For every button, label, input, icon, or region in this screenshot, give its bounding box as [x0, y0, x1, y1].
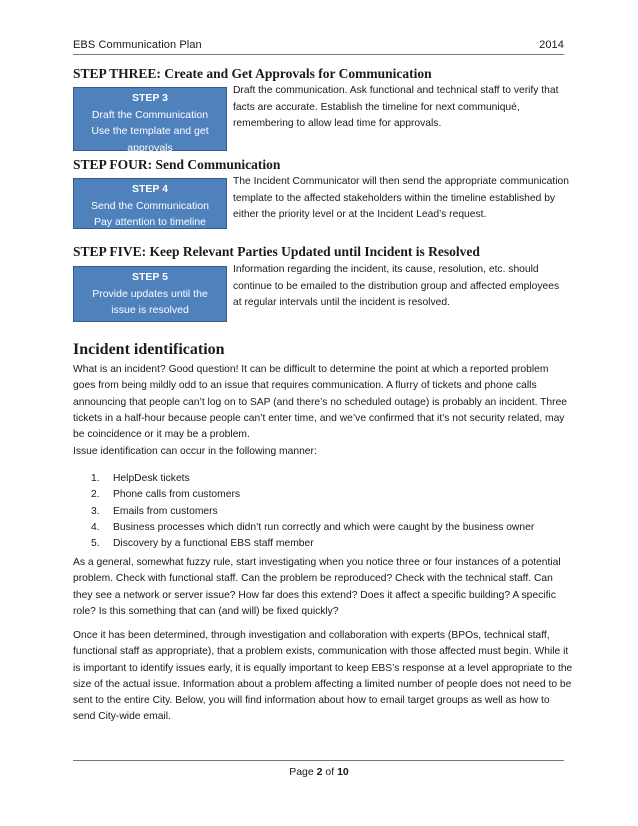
footer-divider: [73, 760, 564, 761]
paragraph-once-determined: Once it has been determined, through investigation and collaboration with experts (BPOs, technical staff, functional staff as appropriate), that a problem exists, communication with those affected must begin. While it is important to identify issues early, it is equally important to keep EBS’s response at a level appropriate to the size of the actual issue. Information about a problem affecting a limited number of people does not need to be sent to the entire City. Below, you will find information about how to email target groups as well as how to send City-wide email.: [73, 630, 573, 723]
list-number: 3.: [91, 505, 100, 517]
document-year: 2014: [539, 39, 564, 51]
step-4-line: Send the Communication: [91, 199, 209, 212]
list-text: Emails from customers: [113, 505, 218, 517]
step-5-label: STEP 5: [132, 271, 168, 283]
step-5-box: [73, 266, 227, 322]
list-text: Business processes which didn’t run correctly and which were caught by the business owner: [113, 521, 535, 533]
identification-list: [91, 471, 534, 552]
step-five-heading: STEP FIVE: Keep Relevant Parties Updated until Incident is Resolved: [73, 244, 480, 259]
list-number: 5.: [91, 538, 100, 550]
list-item: [91, 536, 534, 552]
step-5-line: Provide updates until the: [92, 287, 208, 300]
page-number: 2: [316, 766, 323, 778]
section-title: Incident identification: [73, 341, 225, 358]
page-footer: [0, 766, 638, 778]
paragraph-issue-identification: Issue identification can occur in the following manner:: [73, 446, 317, 457]
step-4-box: [73, 178, 227, 229]
step-3-line: Use the template and get: [91, 125, 209, 137]
step-4-line: Pay attention to timeline: [93, 216, 207, 228]
paragraph-general-rule: As a general, somewhat fuzzy rule, start investigating when you notice three or four instances of a potential problem. Check with functional staff. Can the problem be reproduced? Check with the technical staff. Can they see a network or server issue? How far does this extend? Does it affect a specific building? A specific role? Is this something that can (and will) be fixed quickly?: [73, 557, 561, 617]
step-5-description: Information regarding the incident, its cause, resolution, etc. should continue to be emailed to the distribution group and affected employees at regular intervals until the incident is resolved.: [233, 264, 560, 308]
paragraph-what-is-incident: What is an incident? Good question! It can be difficult to determine the point at which a reported problem goes from being mildly odd to an issue that requires communication. A flurry of tickets and phone calls announcing that people can’t log on to SAP (and there’s no scheduled outage) is probably an incident. Three tickets in a half-hour because people can’t enter time, and we’ve confirmed that it’s not security related, may be coincidence or it may be a problem.: [73, 364, 568, 441]
list-text: HelpDesk tickets: [113, 473, 190, 484]
step-3-description: Draft the communication. Ask functional and technical staff to verify that facts are accurate. Establish the timeline for next communiqué, remembering to allow lead time for approvals.: [233, 85, 559, 129]
list-item: [91, 520, 534, 536]
footer-mid: of: [322, 766, 338, 778]
step-3-label: STEP 3: [132, 92, 168, 104]
list-item: [91, 471, 534, 487]
footer-prefix: Page: [289, 766, 317, 778]
list-number: 4.: [91, 521, 100, 533]
step-four-heading: STEP FOUR: Send Communication: [73, 157, 281, 172]
document-title: EBS Communication Plan: [73, 39, 202, 51]
list-item: [91, 487, 534, 503]
step-3-line: approvals: [127, 141, 173, 154]
list-number: 1.: [91, 473, 100, 484]
step-4-description: The Incident Communicator will then send the appropriate communication template to the affected stakeholders within the timeline established by either the priority level or at the Incident Lead’s request.: [233, 176, 569, 220]
step-5-line: issue is resolved: [111, 304, 189, 316]
step-3-box: [73, 87, 227, 154]
list-text: Phone calls from customers: [113, 489, 241, 501]
step-three-heading: STEP THREE: Create and Get Approvals for Communication: [73, 66, 432, 81]
list-number: 2.: [91, 489, 100, 501]
step-4-label: STEP 4: [132, 183, 168, 195]
step-3-line: Draft the Communication: [91, 108, 209, 121]
page-total: 10: [337, 766, 349, 778]
page-header: [73, 39, 564, 55]
list-text: Discovery by a functional EBS staff member: [113, 538, 314, 550]
list-item: [91, 504, 534, 520]
